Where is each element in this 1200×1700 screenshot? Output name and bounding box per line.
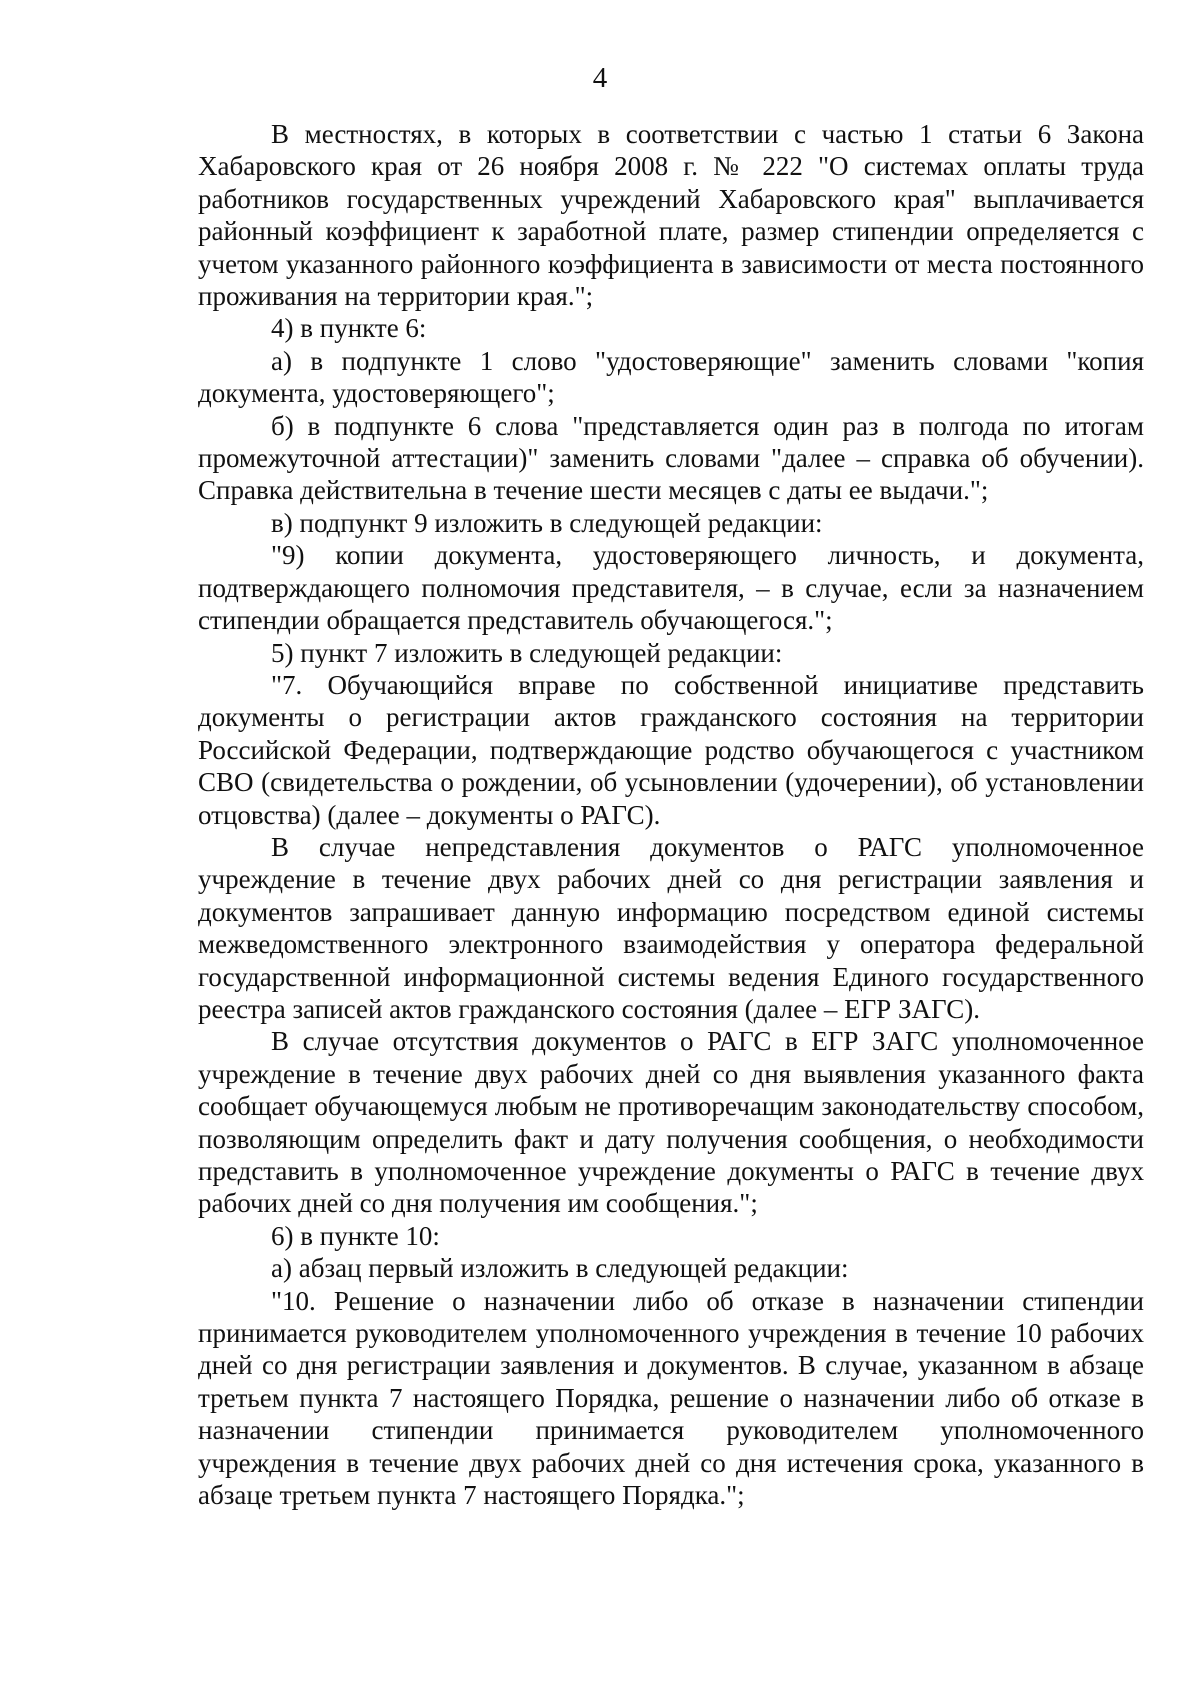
paragraph-item-4v: в) подпункт 9 изложить в следующей редакции: [271, 507, 823, 538]
paragraph-item-6a: а) абзац первый изложить в следующей редакции: [271, 1253, 849, 1284]
paragraph-absence-egr-zags: В случае отсутствия документов о РАГС в ЕГР ЗАГС уполномоченное учреждение в течение двух рабочих дней со дня выявления указанного факта сообщает обучающемуся любым не противоречащим законодательству способом, позволяющим определить факт и дату получения сообщения, о необходимости представить в уполномоченное учреждение документы о РАГС в течение двух рабочих дней со дня получения им сообщения."; [198, 1026, 1144, 1219]
paragraph-item-4a: а) в подпункте 1 слово "удостоверяющие" заменить словами "копия документа, удостоверяющего"; [198, 345, 1144, 409]
paragraph-item-4-heading: 4) в пункте 6: [271, 313, 427, 344]
paragraph-point-10: "10. Решение о назначении либо об отказе в назначении стипендии принимается руководителем уполномоченного учреждения в течение 10 рабочих дней со дня регистрации заявления и документов. В случае, указанном в абзаце третьем пункта 7 настоящего Порядка, решение о назначении либо об отказе в назначении стипендии принимается руководителем уполномоченного учреждения в течение двух рабочих дней со дня истечения срока, указанного в абзаце третьем пункта 7 настоящего Порядка."; [198, 1285, 1144, 1511]
paragraph-non-submission: В случае непредставления документов о РАГС уполномоченное учреждение в течение двух рабочих дней со дня регистрации заявления и документов запрашивает данную информацию посредством единой системы межведомственного электронного взаимодействия у оператора федеральной государственной информационной системы ведения Единого государственного реестра записей актов гражданского состояния (далее – ЕГР ЗАГС). [198, 831, 1144, 1024]
paragraph-item-4b: б) в подпункте 6 слова "представляется один раз в полгода по итогам промежуточной аттестации)" заменить словами "далее – справка об обучении). Справка действительна в течение шести месяцев с даты ее выдачи."; [198, 410, 1144, 506]
page-number: 4 [592, 62, 608, 94]
paragraph-regional-coefficient: В местностях, в которых в соответствии с частью 1 статьи 6 Закона Хабаровского края от 26 ноября 2008 г. № 222 "О системах оплаты труда работников государственных учреждений Хабаровского края" выплачивается районный коэффициент к заработной плате, размер стипендии определяется с учетом указанного районного коэффициента в зависимости от места постоянного проживания на территории края."; [198, 119, 1144, 312]
paragraph-subitem-9: "9) копии документа, удостоверяющего личность, и документа, подтверждающего полномочия представителя, – в случае, если за назначением стипендии обращается представитель обучающегося."; [198, 540, 1144, 636]
document-body [198, 118, 1144, 1511]
paragraph-item-5-heading: 5) пункт 7 изложить в следующей редакции: [271, 637, 783, 668]
paragraph-item-6-heading: 6) в пункте 10: [271, 1220, 440, 1251]
paragraph-point-7: "7. Обучающийся вправе по собственной инициативе представить документы о регистрации актов гражданского состояния на территории Российской Федерации, подтверждающие родство обучающегося с участником СВО (свидетельства о рождении, об усыновлении (удочерении), об установлении отцовства) (далее – документы о РАГС). [198, 669, 1144, 830]
